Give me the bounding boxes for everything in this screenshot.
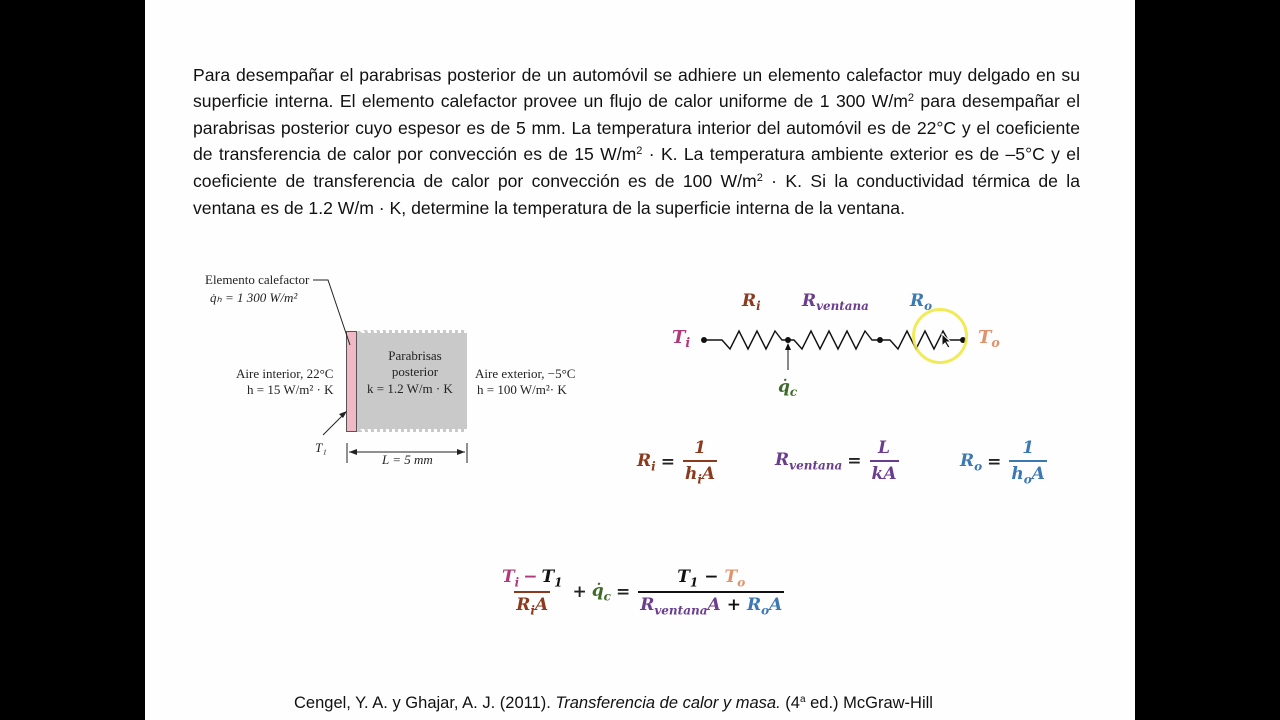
problem-text-3: · K. La temperatura ambiente exterior es de –5°C y el coeficiente de transferencia de calor por convección es de 100 W/m <box>193 144 1080 191</box>
rventana-label: $R_{ventana}$ <box>802 291 869 313</box>
heater-label: Elemento calefactor <box>205 272 310 287</box>
ri-formula: $R_i$ = $\frac{1}{h_iA}$ <box>637 438 716 487</box>
outside-air-label: Aire exterior, −5°C <box>475 366 576 381</box>
superscript: 2 <box>907 92 914 105</box>
to-label: $T_o$ <box>978 327 1000 350</box>
rventana-formula: $R_{ventana}$ = $\frac{L}{kA}$ <box>775 438 897 484</box>
inside-air-label: Aire interior, 22°C <box>236 366 334 381</box>
thermal-resistance-circuit <box>660 285 1040 415</box>
qc-label: $q̇_c$ <box>778 377 798 399</box>
superscript: 2 <box>636 145 643 158</box>
glass-name-2: posterior <box>391 364 439 379</box>
windshield-figure <box>195 265 615 475</box>
superscript: 2 <box>756 171 763 184</box>
slide <box>145 0 1135 720</box>
citation-publisher: ed.) McGraw-Hill <box>805 694 933 712</box>
problem-text-2: para desempañar el parabrisas posterior cuyo espesor es de 5 mm. La temperatura interior del automóvil es de 22°C y el coeficiente de transferencia de calor por convección es de 15 W/m <box>193 91 1080 165</box>
t1-label: T₁ <box>315 440 327 455</box>
ro-formula: $R_o$ = $\frac{1}{h_oA}$ <box>960 438 1045 487</box>
ti-label: $T_i$ <box>672 327 691 350</box>
cursor-highlight-ring <box>912 308 968 364</box>
superscript: a <box>799 694 806 705</box>
mouse-cursor-icon <box>941 333 953 349</box>
problem-text-1: Para desempañar el parabrisas posterior de un automóvil se adhiere un elemento calefactor muy delgado en su superficie interna. El elemento calefactor provee un flujo de calor uniforme de 1 300 W/m <box>193 64 1080 112</box>
problem-text-4: · K. Si la conductividad térmica de la ventana es de 1.2 W/m · K, determine la temperatura de la superficie interna de la ventana. <box>193 170 1080 218</box>
energy-balance-equation: $\frac{T_i - T_1}{R_iA}$ + $q̇_c$ = $\frac{T_1 - T_o}{R_{ventana}A + R_oA}$ <box>502 567 783 618</box>
outside-h-label: h = 100 W/m²· K <box>477 382 567 397</box>
citation <box>294 694 933 713</box>
problem-statement <box>193 62 1080 222</box>
glass-name-1: Parabrisas <box>388 348 442 363</box>
citation-title: Transferencia de calor y masa. <box>555 694 781 712</box>
citation-authors: Cengel, Y. A. y Ghajar, A. J. (2011). <box>294 694 556 712</box>
inside-h-label: h = 15 W/m² · K <box>247 382 334 397</box>
heater-flux-label: q̇ₕ = 1 300 W/m² <box>210 290 298 305</box>
citation-edition: (4 <box>780 694 800 712</box>
ri-label: $R_i$ <box>742 291 761 313</box>
ro-label: $R_o$ <box>910 291 933 313</box>
thickness-label: L = 5 mm <box>382 452 433 467</box>
figure-leader-lines <box>195 265 615 475</box>
glass-conductivity: k = 1.2 W/m · K <box>367 381 453 396</box>
